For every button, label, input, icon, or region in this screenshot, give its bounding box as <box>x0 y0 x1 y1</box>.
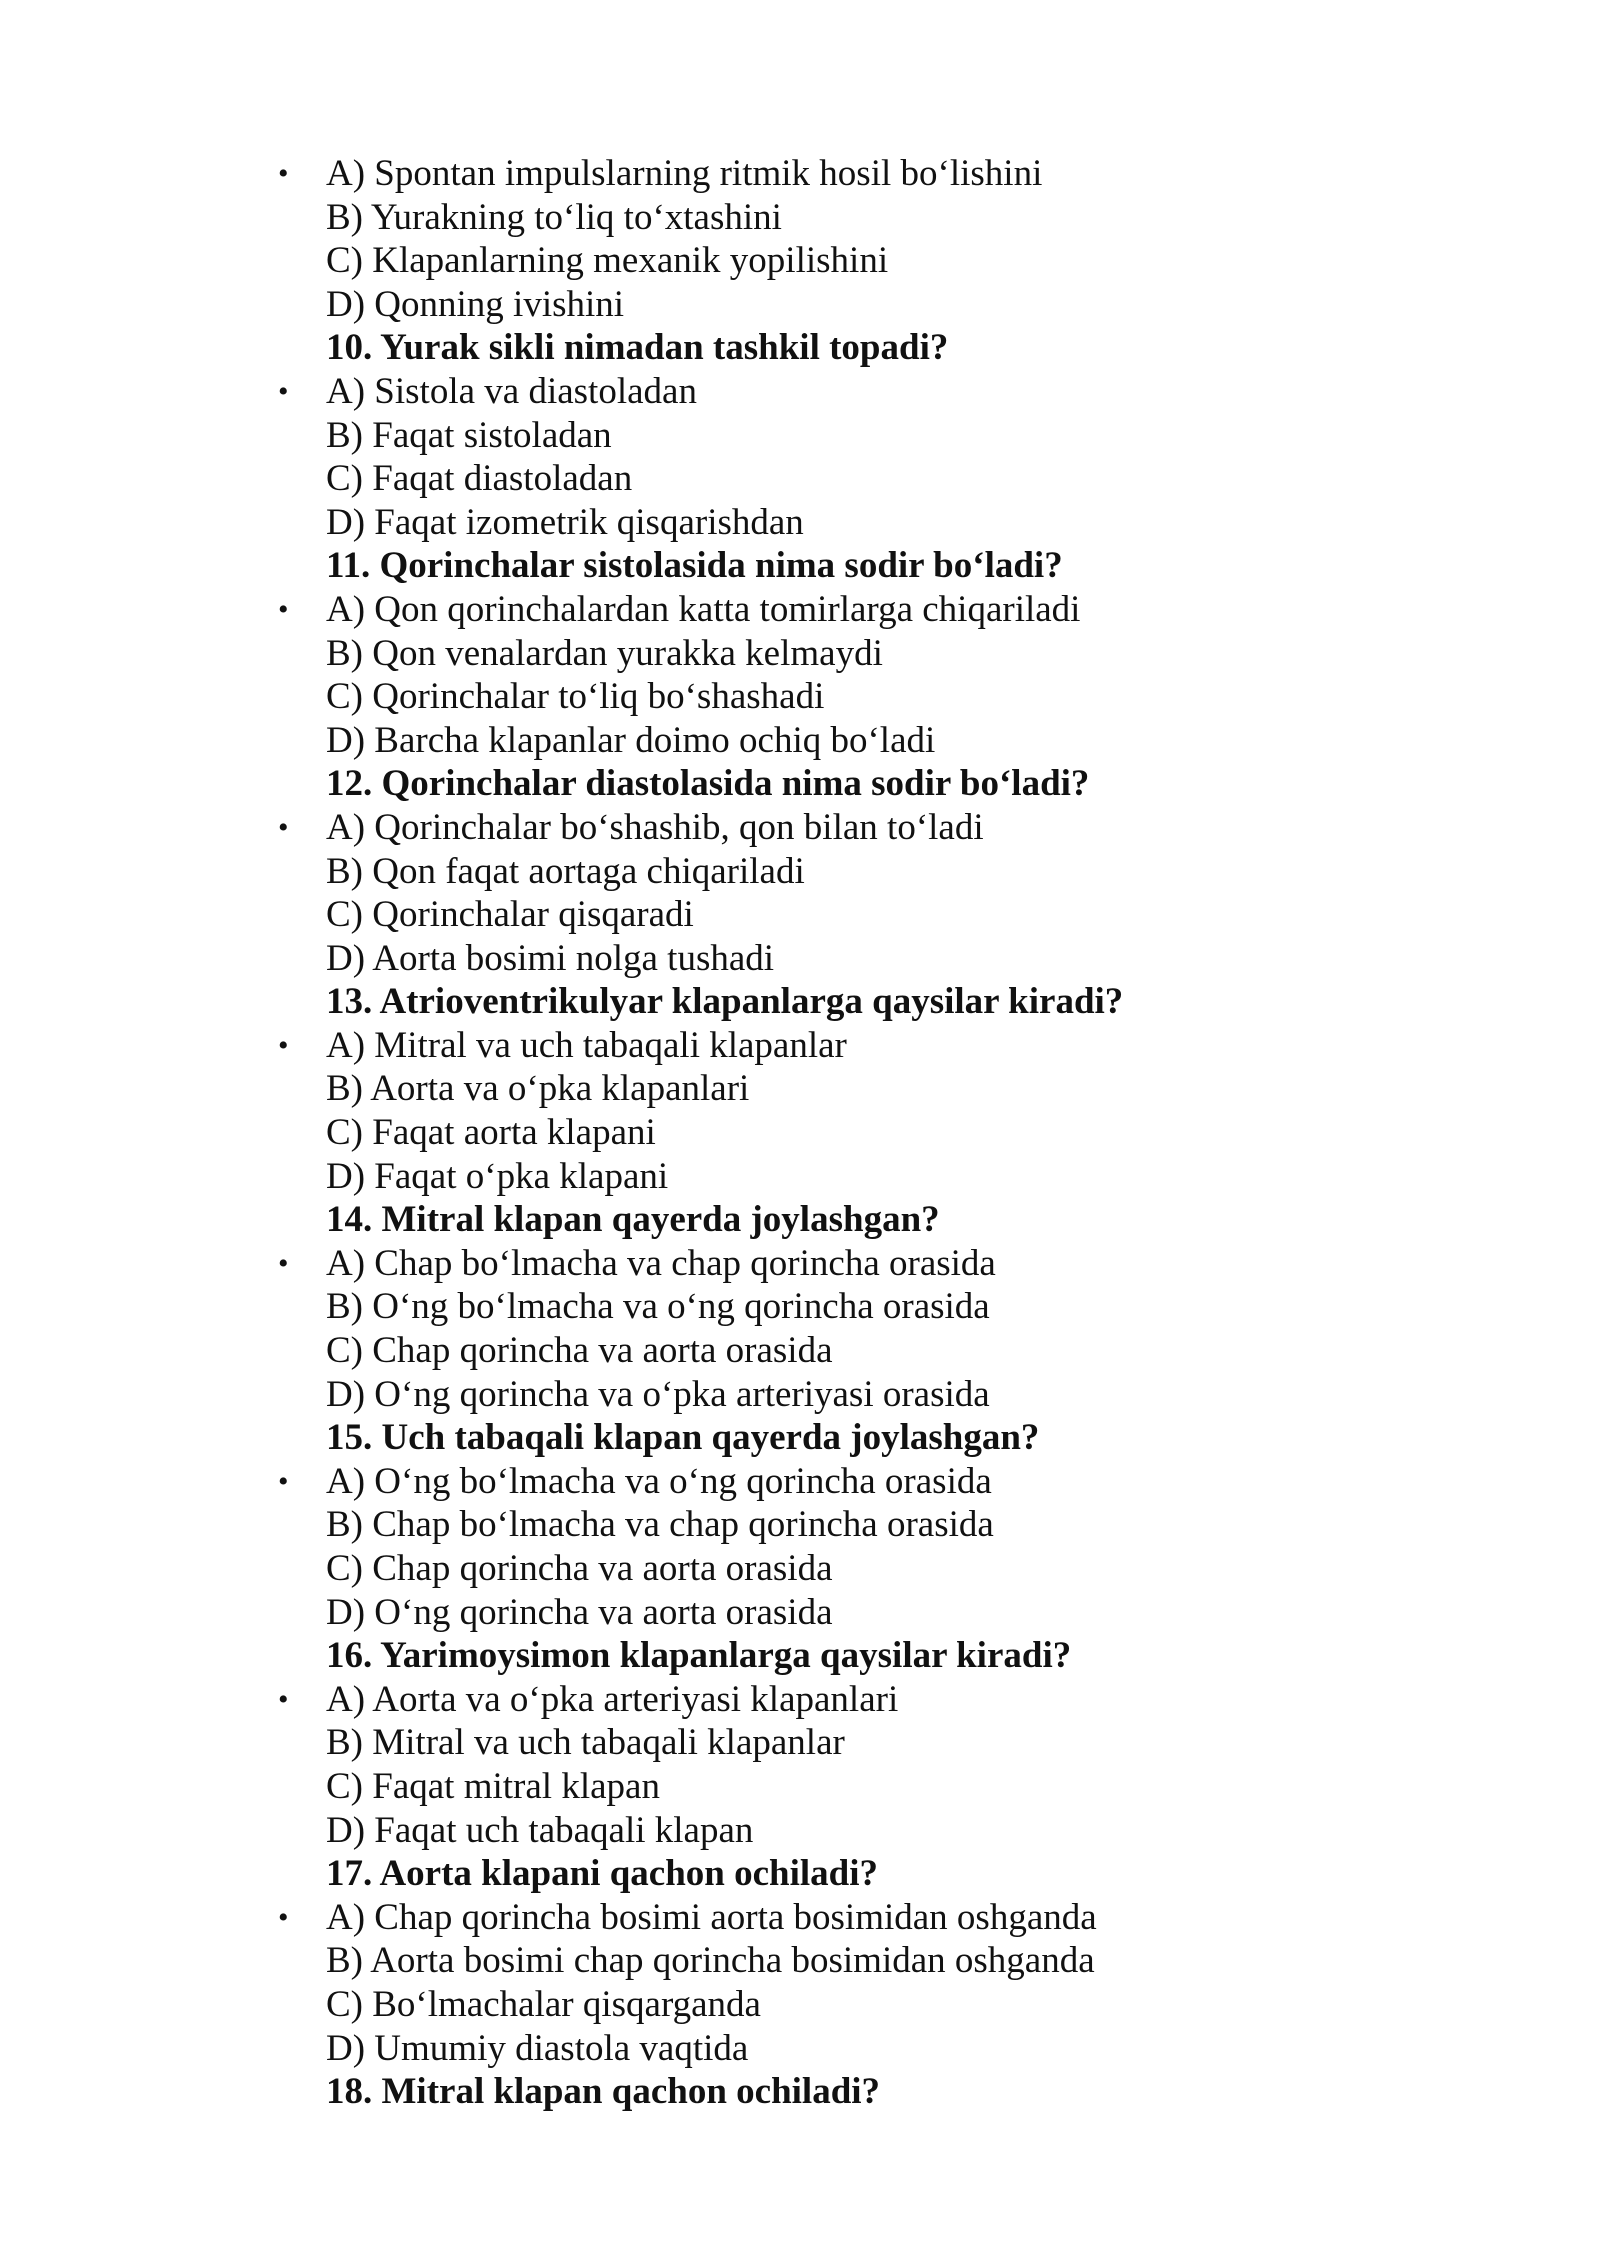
answer-option-text: D) O‘ng qorincha va o‘pka arteriyasi orasida <box>326 1373 990 1415</box>
question-heading: 16. Yarimoysimon klapanlarga qaysilar kiradi? <box>326 1635 1072 1677</box>
answer-option-text: C) Chap qorincha va aorta orasida <box>326 1330 833 1372</box>
bullet-icon: • <box>278 1246 289 1280</box>
answer-option <box>278 1024 1426 1068</box>
answer-option-text: C) Chap qorincha va aorta orasida <box>326 1548 833 1589</box>
answer-option <box>326 1983 1426 2027</box>
answer-option <box>326 1373 1426 1417</box>
bullet-icon: • <box>278 374 289 408</box>
answer-option <box>326 1067 1426 1111</box>
question-heading: 14. Mitral klapan qayerda joylashgan? <box>326 1199 940 1241</box>
answer-option-text: D) Faqat uch tabaqali klapan <box>326 1809 754 1851</box>
answer-option <box>278 1678 1426 1722</box>
answer-option-text: A) Chap bo‘lmacha va chap qorincha orasida <box>326 1242 996 1284</box>
answer-option-text: B) Aorta va o‘pka klapanlari <box>326 1068 750 1110</box>
answer-option <box>278 1242 1426 1286</box>
answer-option-text: A) Qon qorinchalardan katta tomirlarga chiqariladi <box>326 588 1081 630</box>
answer-option <box>326 1547 1426 1591</box>
question-heading: 12. Qorinchalar diastolasida nima sodir bo‘ladi? <box>326 763 1090 805</box>
answer-option <box>278 152 1426 196</box>
answer-option <box>326 1809 1426 1853</box>
answer-option <box>278 1460 1426 1504</box>
answer-option <box>278 1896 1426 1940</box>
answer-option <box>326 1503 1426 1547</box>
answer-option-text: B) Chap bo‘lmacha va chap qorincha orasida <box>326 1504 994 1546</box>
question-heading: 17. Aorta klapani qachon ochiladi? <box>326 1853 879 1895</box>
answer-option-text: D) Faqat o‘pka klapani <box>326 1155 669 1197</box>
answer-option <box>326 1155 1426 1199</box>
answer-option-text: A) Mitral va uch tabaqali klapanlar <box>326 1024 847 1066</box>
bullet-icon: • <box>278 810 289 844</box>
answer-option <box>326 501 1426 545</box>
answer-option-text: A) Chap qorincha bosimi aorta bosimidan oshganda <box>326 1896 1097 1938</box>
answer-option-text: A) Sistola va diastoladan <box>326 370 697 412</box>
question-heading: 15. Uch tabaqali klapan qayerda joylashgan? <box>326 1417 1040 1459</box>
answer-option-text: A) O‘ng bo‘lmacha va o‘ng qorincha orasida <box>326 1460 992 1502</box>
answer-option <box>326 239 1426 283</box>
answer-option-text: D) Qonning ivishini <box>326 283 625 325</box>
answer-option-text: B) Qon venalardan yurakka kelmaydi <box>326 632 883 674</box>
answer-option-text: D) Faqat izometrik qisqarishdan <box>326 501 804 543</box>
answer-option-text: D) O‘ng qorincha va aorta orasida <box>326 1591 833 1633</box>
answer-option-text: C) Qorinchalar to‘liq bo‘shashadi <box>326 676 825 718</box>
answer-option-text: D) Umumiy diastola vaqtida <box>326 2027 749 2069</box>
answer-option <box>326 414 1426 458</box>
bullet-icon: • <box>278 1900 289 1934</box>
answer-option-text: A) Spontan impulslarning ritmik hosil bo‘lishini <box>326 153 1043 194</box>
answer-option <box>326 2027 1426 2071</box>
question-heading: 10. Yurak sikli nimadan tashkil topadi? <box>326 327 949 369</box>
answer-option <box>326 283 1426 327</box>
answer-option <box>326 632 1426 676</box>
answer-option <box>326 1765 1426 1809</box>
answer-option-text: B) Mitral va uch tabaqali klapanlar <box>326 1722 845 1764</box>
answer-option-text: C) Qorinchalar qisqaradi <box>326 894 694 936</box>
answer-option <box>326 1721 1426 1765</box>
answer-option <box>326 937 1426 981</box>
answer-option <box>278 588 1426 632</box>
answer-option-text: B) O‘ng bo‘lmacha va o‘ng qorincha orasida <box>326 1286 990 1328</box>
answer-option-text: C) Klapanlarning mexanik yopilishini <box>326 240 889 282</box>
question-heading: 11. Qorinchalar sistolasida nima sodir bo‘ladi? <box>326 545 1063 587</box>
answer-option-text: B) Aorta bosimi chap qorincha bosimidan oshganda <box>326 1940 1095 1982</box>
answer-option <box>326 1329 1426 1373</box>
answer-option-text: A) Qorinchalar bo‘shashib, qon bilan to‘ladi <box>326 806 984 848</box>
question-heading: 18. Mitral klapan qachon ochiladi? <box>326 2071 881 2113</box>
answer-option-text: B) Faqat sistoladan <box>326 414 612 456</box>
answer-option-text: C) Faqat mitral klapan <box>326 1765 660 1807</box>
bullet-icon: • <box>278 1464 289 1498</box>
question-list <box>278 152 1426 2114</box>
answer-option <box>326 1111 1426 1155</box>
answer-option <box>326 1285 1426 1329</box>
answer-option <box>326 1939 1426 1983</box>
question-heading: 13. Atrioventrikulyar klapanlarga qaysilar kiradi? <box>326 981 1124 1023</box>
answer-option-text: D) Barcha klapanlar doimo ochiq bo‘ladi <box>326 719 936 761</box>
answer-option-text: A) Aorta va o‘pka arteriyasi klapanlari <box>326 1678 899 1720</box>
answer-option <box>326 196 1426 240</box>
answer-option-text: D) Aorta bosimi nolga tushadi <box>326 937 775 979</box>
answer-option <box>326 675 1426 719</box>
answer-option <box>278 370 1426 414</box>
answer-option-text: C) Faqat aorta klapani <box>326 1112 656 1154</box>
answer-option-text: C) Bo‘lmachalar qisqarganda <box>326 1983 761 2025</box>
bullet-icon: • <box>278 592 289 626</box>
answer-option <box>326 719 1426 763</box>
answer-option <box>326 457 1426 501</box>
bullet-icon: • <box>278 1028 289 1062</box>
answer-option <box>326 893 1426 937</box>
answer-option-text: B) Yurakning to‘liq to‘xtashini <box>326 196 782 238</box>
answer-option <box>326 850 1426 894</box>
answer-option <box>326 1591 1426 1635</box>
answer-option-text: B) Qon faqat aortaga chiqariladi <box>326 850 805 892</box>
answer-option <box>278 806 1426 850</box>
bullet-icon: • <box>278 157 289 190</box>
bullet-icon: • <box>278 1682 289 1716</box>
answer-option-text: C) Faqat diastoladan <box>326 458 633 500</box>
